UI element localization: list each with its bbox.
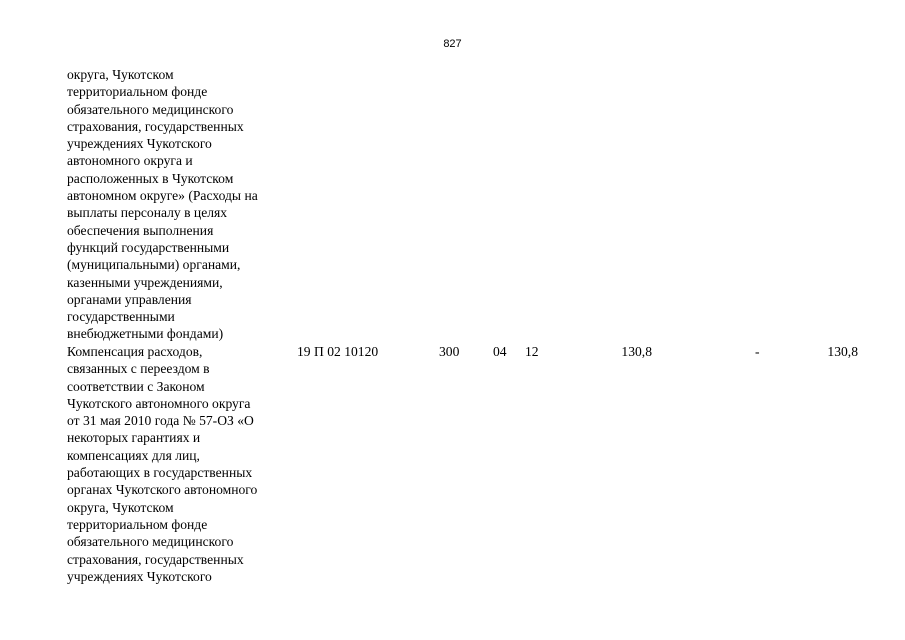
section-code: 04 xyxy=(493,344,507,359)
amount-column-2: - xyxy=(755,344,760,359)
page-number: 827 xyxy=(443,38,462,50)
amount-column-3: 130,8 xyxy=(827,344,858,359)
subsection-code: 12 xyxy=(525,344,539,359)
row-description: Компенсация расходов, связанных с переездом в соответствии с Законом Чукотского автономного округа от 31 мая 2010 года № 57-ОЗ «О некоторых гарантиях и компенсациях для лиц, работающих в государственных органах Чукотского автономного округа, Чукотском территориальном фонде обязательного медицинского страхования, государственных учреждениях Чукотского xyxy=(67,344,258,584)
amount-column-1: 130,8 xyxy=(621,344,652,359)
expense-type-code: 300 xyxy=(439,344,460,359)
continued-row-description: округа, Чукотском территориальном фонде обязательного медицинского страхования, государственных учреждениях Чукотского автономного округа и расположенных в Чукотском автономном округе» (Расходы на выплаты персоналу в целях обеспечения выполнения функций государственными (муниципальными) органами, казенными учреждениями, органами управления государственными внебюджетными фондами) xyxy=(67,67,258,342)
target-article-code: 19 П 02 10120 xyxy=(297,344,379,359)
